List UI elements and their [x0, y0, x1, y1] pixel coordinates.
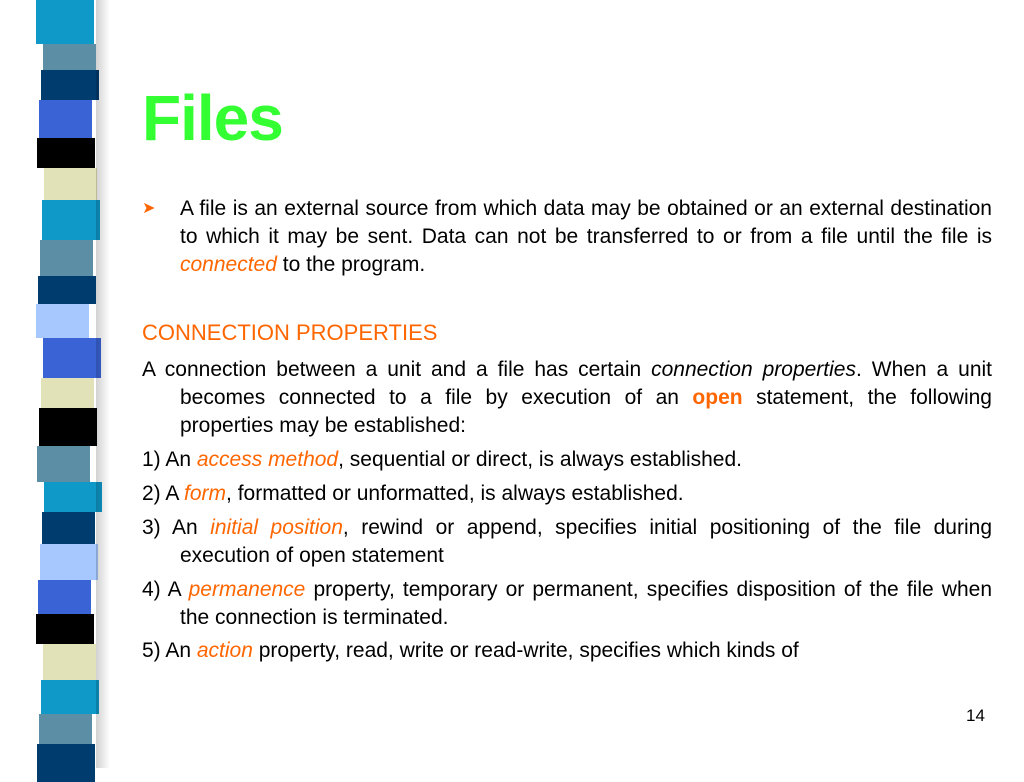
strip-tile: [43, 44, 96, 70]
slide-title: Files: [142, 82, 283, 154]
strip-tile: [36, 614, 94, 644]
strip-tile: [44, 168, 97, 200]
strip-tile: [41, 378, 94, 408]
strip-tile: [37, 744, 95, 782]
strip-tile: [36, 0, 94, 44]
list-item: [142, 446, 992, 474]
bullet-text-end: to the program.: [276, 253, 426, 276]
strip-tile: [38, 276, 96, 304]
strip-tile: [37, 446, 90, 482]
page-number: 14: [966, 706, 985, 725]
list-item: [142, 514, 992, 570]
strip-tile: [36, 304, 89, 338]
item-description: , formatted or unformatted, is always established.: [226, 482, 684, 505]
strip-tile: [43, 644, 96, 680]
item-prefix: 5) An: [142, 639, 197, 662]
strip-tile: [42, 512, 95, 544]
highlight-connected: connected: [180, 253, 277, 276]
decorative-strip: [0, 0, 118, 768]
item-description: , sequential or direct, is always established.: [338, 448, 742, 471]
item-description: property, read, write or read-write, specifies which kinds of: [252, 639, 799, 662]
section-heading: CONNECTION PROPERTIES: [142, 320, 438, 345]
item-prefix: 4) A: [142, 578, 189, 601]
intro-italic: connection properties: [651, 358, 856, 381]
strip-tile: [39, 714, 92, 744]
item-term: action: [196, 639, 253, 662]
strip-tile: [44, 482, 102, 512]
item-term: access method: [196, 448, 339, 471]
item-prefix: 1) An: [142, 448, 197, 471]
intro-paragraph: [142, 356, 992, 440]
intro-middle: . When a unit becomes connected to a file by execution of an: [180, 358, 992, 409]
arrow-bullet-icon: ➤: [142, 200, 156, 217]
strip-tile: [37, 138, 95, 168]
strip-tile: [40, 544, 98, 580]
list-item: [142, 576, 992, 632]
bullet-paragraph: [142, 195, 992, 279]
item-term: initial position: [210, 516, 343, 539]
strip-tile: [40, 240, 93, 276]
item-description: property, temporary or permanent, specifies disposition of the file when the connection is terminated.: [180, 578, 993, 629]
item-term: permanence: [188, 578, 306, 601]
intro-end: statement, the following properties may be established:: [180, 386, 992, 437]
item-description: , rewind or append, specifies initial positioning of the file during execution of open statement: [180, 516, 992, 567]
strip-tile: [39, 408, 97, 446]
intro-bold-open: open: [692, 386, 743, 409]
bullet-text-start: A file is an external source from which data may be obtained or an external destination to which it may be sent. Data can not be transferred to or from a file until the file is: [180, 197, 992, 248]
item-term: form: [184, 482, 227, 505]
list-item: [142, 480, 992, 508]
item-prefix: 3) An: [142, 516, 211, 539]
strip-shadow: [96, 0, 110, 768]
item-prefix: 2) A: [142, 482, 185, 505]
strip-tile: [39, 100, 92, 138]
strip-tile: [41, 70, 99, 100]
strip-tile: [41, 680, 99, 714]
bullet-text: [180, 195, 992, 279]
strip-tile: [38, 580, 91, 614]
list-item: [142, 637, 992, 665]
strip-tile: [42, 200, 100, 240]
strip-tile: [43, 338, 101, 378]
intro-start: A connection between a unit and a file has certain: [142, 358, 652, 381]
